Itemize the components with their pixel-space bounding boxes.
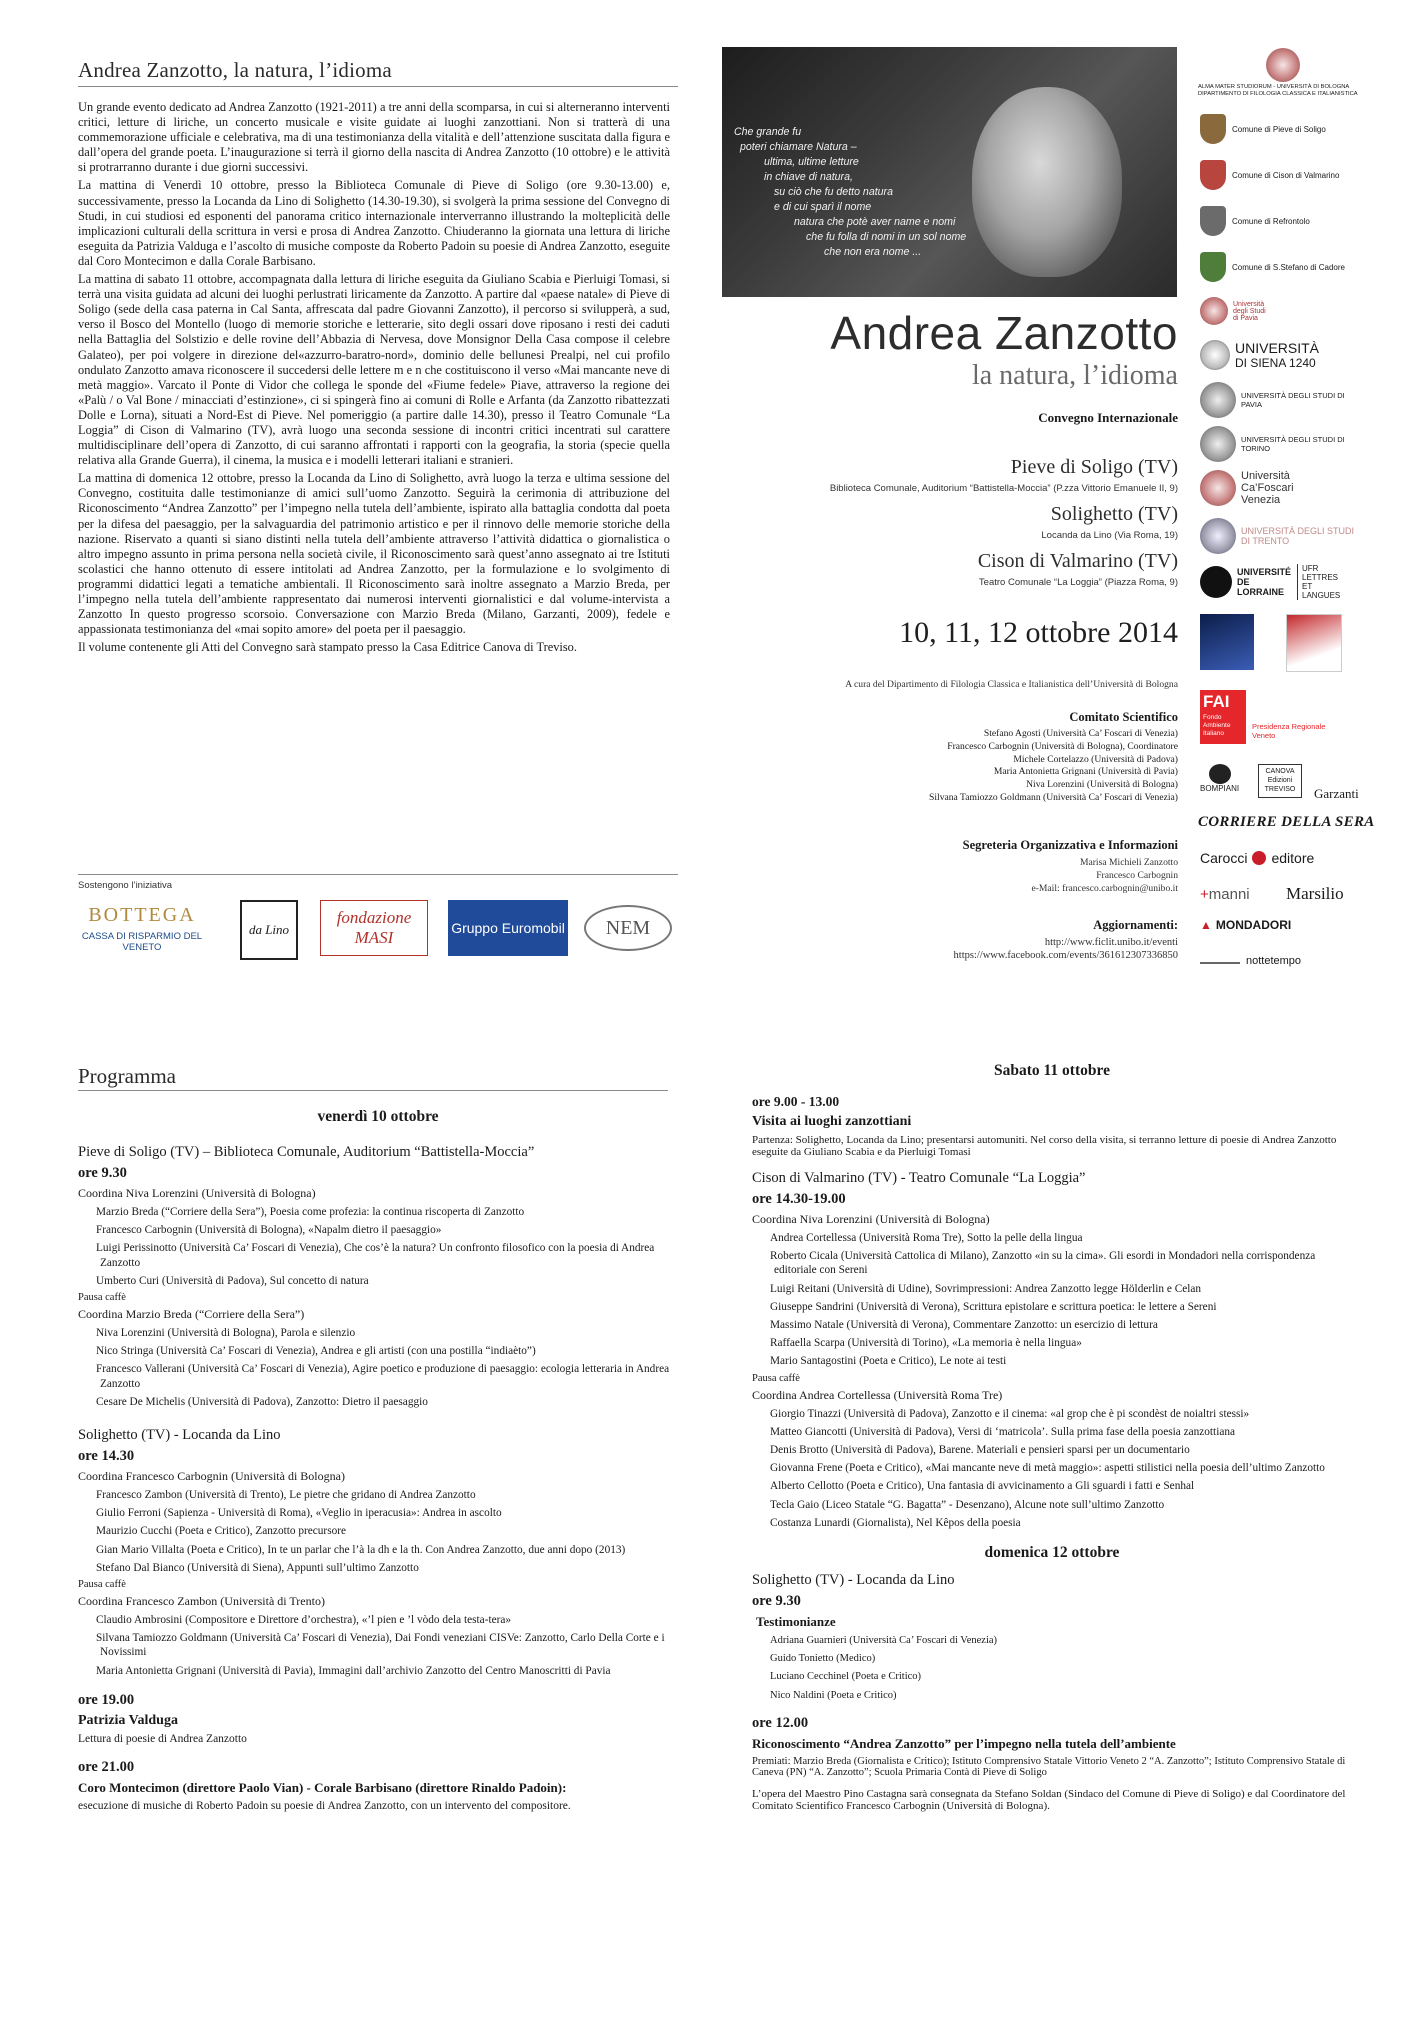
- segreteria-line: Francesco Carbognin: [1096, 870, 1178, 881]
- talk-item: Marzio Breda (“Corriere della Sera”), Poesia come profezia: la continua riscoperta di Zanzotto: [96, 1206, 525, 1218]
- venue-solighetto-address: Locanda da Lino (Via Roma, 19): [1041, 530, 1178, 541]
- intro-paragraph: Un grande evento dedicato ad Andrea Zanzotto (1921-2011) a tre anni della scomparsa, in cui si alterneranno interventi critici, letture di liriche, un concerto musicale e visite guidate ai luoghi zanzottiani. Non si tratterà di una commemorazione ufficiale e celebrativa, ma di una testimonianza della vitalità e dell’attenzione suscitata dalla figura e dall’opera del grande poeta. L’inaugurazione si terrà il giorno della nascita di Andrea Zanzotto (10 ottobre) e le attività si protrarranno durante i due giorni successivi.: [78, 100, 670, 175]
- venerdi-time-1: ore 9.30: [78, 1165, 127, 1181]
- talk-item: Giuseppe Sandrini (Università di Verona), Scrittura epistolare e scrittura poetica: le lettere a Sereni: [770, 1300, 1217, 1313]
- poem-line: Che grande fu: [734, 126, 802, 138]
- aggiornamenti-title: Aggiornamenti:: [1093, 918, 1178, 932]
- poem-line: in chiave di natura,: [764, 171, 853, 183]
- istituto-logo-red: [1286, 614, 1342, 672]
- logo-label: manni: [1208, 886, 1250, 903]
- talk-item: Nico Stringa (Università Ca’ Foscari di Venezia), Andrea e gli artisti (con una postilla “indiaèto”): [96, 1345, 536, 1358]
- opera-text: L’opera del Maestro Pino Castagna sarà consegnata da Stefano Soldan (Sindaco del Comune di Pieve di Soligo) e dal Coordinatore del Comitato Scientifico Francesco Carbognin (Università di Bologna).: [752, 1787, 1346, 1812]
- sabato-coord-1: Coordina Niva Lorenzini (Università di Bologna): [752, 1212, 990, 1226]
- sabato-time-2: ore 14.30-19.00: [752, 1191, 846, 1207]
- comune-refrontolo-logo: [1200, 206, 1310, 236]
- logo-label: nottetempo: [1246, 955, 1302, 967]
- portrait-face: [972, 87, 1122, 277]
- carocci-icon: [1252, 851, 1266, 865]
- testimone-item: Guido Tonietto (Medico): [770, 1653, 876, 1665]
- talk-item: Massimo Natale (Università di Verona), Commentare Zanzotto: un esercizio di lettura: [770, 1319, 1158, 1332]
- manni-mark: +: [1200, 886, 1209, 903]
- logo-label: Università degli Studi di Pavia: [1233, 300, 1266, 322]
- zanzotto-photo: [722, 47, 1177, 297]
- crest-icon: [1200, 206, 1226, 236]
- visita-event: Visita ai luoghi zanzottiani: [752, 1114, 912, 1129]
- venerdi-location-2: Solighetto (TV) - Locanda da Lino: [78, 1427, 281, 1444]
- a-cura-text: A cura del Dipartimento di Filologia Classica e Italianistica dell’Università di Bologna: [845, 679, 1178, 690]
- unito-logo: [1200, 426, 1360, 462]
- lorraine-logo: [1200, 564, 1350, 600]
- logo-label: Carocci: [1200, 850, 1248, 866]
- talk-item: Giulio Ferroni (Sapienza - Università di Roma), «Veglio in iperacusia»: Andrea in ascolto: [96, 1507, 502, 1520]
- intro-paragraph: Il volume contenente gli Atti del Convegno sarà stampato presso la Casa Editrice Canova di Treviso.: [78, 640, 577, 655]
- venerdi-time-4: ore 21.00: [78, 1758, 135, 1775]
- venerdi-coord-4: Coordina Francesco Zambon (Università di Trento): [78, 1594, 325, 1609]
- marsilio-logo: Marsilio: [1286, 884, 1344, 903]
- talk-item: Costanza Lunardi (Giornalista), Nel Kêpos della poesia: [770, 1516, 1021, 1529]
- unisi-line1: UNIVERSITÀ: [1235, 340, 1320, 356]
- seal-icon: [1200, 340, 1230, 370]
- logo-label: UNIVERSITÀ DEGLI STUDI DI TORINO: [1241, 435, 1345, 453]
- sponsor-label: Sostengono l’iniziativa: [78, 880, 173, 891]
- event-dates: 10, 11, 12 ottobre 2014: [899, 616, 1178, 649]
- unipv-logo: [1200, 382, 1360, 418]
- hero-title: Andrea Zanzotto: [830, 307, 1178, 359]
- unipv-small-logo: [1200, 297, 1270, 325]
- intro-title: Andrea Zanzotto, la natura, l’idioma: [78, 58, 392, 82]
- sponsor-nem-logo: NEM: [584, 905, 672, 951]
- poem-line: e di cui sparì il nome: [774, 201, 872, 213]
- poem-line: natura che potè aver name e nomi: [794, 216, 956, 228]
- segreteria-email: e-Mail: francesco.carbognin@unibo.it: [1031, 883, 1178, 894]
- pausa-caffe: Pausa caffè: [78, 1292, 126, 1304]
- talk-item: Francesco Vallerani (Università Ca’ Foscari di Venezia), Agire poetico e produzione di paesaggio: ecologia letteraria in Andrea Zanzotto: [96, 1363, 670, 1390]
- sabato-time-1: ore 9.00 - 13.00: [752, 1094, 840, 1109]
- domenica-heading: domenica 12 ottobre: [984, 1544, 1120, 1562]
- comitato-member: Michele Cortelazzo (Università di Padova): [1013, 753, 1178, 765]
- garzanti-logo: Garzanti: [1314, 786, 1359, 801]
- unibo-logo: [1198, 48, 1368, 98]
- ufr-text: UFR LETTRES ET LANGUES: [1297, 564, 1350, 600]
- seal-icon: [1200, 297, 1228, 325]
- segreteria-title: Segreteria Organizzativa e Informazioni: [962, 838, 1178, 852]
- istituto-logo-blue: [1200, 614, 1254, 670]
- talk-item: Silvana Tamiozzo Goldmann (Università Ca’ Foscari di Venezia), Dai Fondi veneziani CISVe: Zanzotto, Carlo Della Corte e i Novissimi: [96, 1632, 665, 1659]
- talk-item: Niva Lorenzini (Università di Bologna), Parola e silenzio: [96, 1327, 356, 1340]
- talk-item: Raffaella Scarpa (Università di Torino), «La memoria è nella lingua»: [770, 1337, 1082, 1350]
- carocci-logo: [1200, 850, 1314, 866]
- sabato-column: [752, 1062, 1352, 1816]
- venue-cison-address: Teatro Comunale “La Loggia” (Piazza Roma, 9): [978, 577, 1178, 588]
- poem-line: poteri chiamare Natura –: [740, 141, 857, 153]
- sponsor-euromobil-logo: Gruppo Euromobil: [448, 900, 568, 956]
- venue-pieve-address: Biblioteca Comunale, Auditorium “Battistella-Moccia” (P.zza Vittorio Emanuele II, 9): [829, 483, 1178, 494]
- riconoscimento-event: Riconoscimento “Andrea Zanzotto” per l’impegno nella tutela dell’ambiente: [752, 1735, 1176, 1751]
- programma-rule: [78, 1090, 668, 1091]
- venue-cison: Cison di Valmarino (TV): [977, 550, 1178, 572]
- talk-item: Denis Brotto (Università di Padova), Barene. Materiali e pensieri sparsi per un documentario: [770, 1444, 1190, 1457]
- comitato-member: Silvana Tamiozzo Goldmann (Università Ca’ Foscari di Venezia): [929, 791, 1178, 803]
- testimonianze-event: Testimonianze: [756, 1614, 836, 1630]
- intro-paragraph: La mattina di sabato 11 ottobre, accompagnata dalla lettura di liriche eseguita da Giuliano Scabia e Pierluigi Tomasi, si terrà una visita guidata ad alcuni dei luoghi perlustrati liricamente da Zanzotto. A partire dal «paese natale» di Pieve di Soligo (sede della casa paterna in Cal Santa, affrescata dal padre Giovanni Zanzotto), il percorso si svilupperà, a sud, verso il Bosco del Montello (luogo di memorie storiche e letterarie, sito degli ossari dove riposano i resti dei caduti nella Battaglia del Solstizio e delle rovine dell’Abbazia di Nervesa, dove Monsignor Della Casa compose il celebre Galateo), per poi volgere in direzione del«azzurro-baratro-nord», dominio delle bellunesi Prealpi, nel cui profilo ondulato Zanzotto amava riconoscere il succedersi delle lettere m e n che costituiscono il verso «Mai mancante neve di metà maggio». Varcato il Ponte di Vidor che collega le sponde del «Fiume fedele» Piave, attraverso la regione dei «Palù / o Val Bone / minacciati d’estinzione», ci si spingerà fino ai comuni di Rolle e Arfanta (da Zanzotto ribattezzati Dolle e Lorna), situati a Nord-Est di Pieve. Nel pomeriggio (a partire dalle 14.30), presso il Teatro Comunale “La Loggia” di Cison di Valmarino (TV), avrà luogo una seconda sessione di incontri critici incentrati sul carattere multidisciplinare dell’opera di Zanzotto, di cui saranno affrontati i rapporti con la geografia, la storia (specie quella relativa alla Grande Guerra), il cinema, la musica e i modelli letterari italiani e stranieri.: [78, 272, 670, 468]
- talk-item: Francesco Zambon (Università di Trento), Le pietre che gridano di Andrea Zanzotto: [96, 1489, 476, 1502]
- sponsor-dalino-logo: da Lino: [240, 900, 298, 960]
- intro-bottom-rule: [78, 874, 678, 875]
- logo-label: BOMPIANI: [1200, 784, 1240, 793]
- seal-icon: [1200, 382, 1236, 418]
- seal-icon: [1200, 518, 1236, 554]
- talk-item: Claudio Ambrosini (Compositore e Direttore d’orchestra), «’l pien e ’l vòdo dela testa-tera»: [96, 1614, 512, 1627]
- poem-overlay: [734, 125, 994, 260]
- venerdi-location-1: Pieve di Soligo (TV) – Biblioteca Comunale, Auditorium “Battistella-Moccia”: [78, 1144, 535, 1160]
- segreteria-line: Marisa Michieli Zanzotto: [1079, 857, 1178, 868]
- aggiornamenti-list: [760, 936, 1178, 962]
- comitato-member: Stefano Agosti (Università Ca’ Foscari di Venezia): [983, 728, 1178, 739]
- testimone-item: Nico Naldini (Poeta e Critico): [770, 1689, 897, 1701]
- venerdi-time-2: ore 14.30: [78, 1448, 135, 1465]
- nottetempo-logo: [1200, 954, 1301, 967]
- talk-item: Cesare De Michelis (Università di Padova), Zanzotto: Dietro il paesaggio: [96, 1395, 428, 1408]
- logo-label: UNIVERSITÀ DEGLI STUDI DI TRENTO: [1241, 526, 1355, 546]
- comune-label: Comune di Cison di Valmarino: [1232, 170, 1340, 180]
- unisi-logo: [1200, 340, 1319, 370]
- aggiornamenti-link[interactable]: https://www.facebook.com/events/361612307336850: [953, 950, 1178, 961]
- sabato-heading: Sabato 11 ottobre: [994, 1062, 1110, 1079]
- lorraine-icon: [1200, 566, 1232, 598]
- venerdi-time-3: ore 19.00: [78, 1691, 135, 1708]
- comune-label: Comune di Pieve di Soligo: [1232, 124, 1326, 134]
- talk-item: Roberto Cicala (Università Cattolica di Milano), Zanzotto «in su la cima». Gli esordi in Mondadori nella corrispondenza editoriale con Sereni: [770, 1250, 1316, 1277]
- intro-paragraph: La mattina di domenica 12 ottobre, presso la Locanda da Lino di Solighetto, avrà luogo la terza e ultima sessione del Convegno, costituita dalle testimonianze di amici sull’uomo Zanzotto. Seguirà la cerimonia di attribuzione del Riconoscimento “Andrea Zanzotto” per l’impegno nella tutela dell’ambiente, ispirato alla battaglia condotta dal poeta per la difesa del paesaggio, per la salvaguardia del patrimonio artistico e per il rinnovo delle memorie storiche della nazione. Riservato a quanti si siano distinti nella tutela dell’ambiente attraverso l’attività didattica o giornalistica o altro impegno assunto in prima persona nella società civile, il Riconoscimento sarà quest’anno assegnato ai tre Istituti scolastici che hanno ottenuto di essere intitolati ad Andrea Zanzotto, per la formulazione e lo svolgimento di programmi didattici legati a tematiche ambientali. Il Riconoscimento sarà inoltre assegnato a Marzio Breda, per l’impegno nella tutela dell’ambiente rappresentato dai numerosi interventi giornalistici e dal volume-intervista a Zanzotto In questo progresso scorsoio. Conversazione con Marzio Breda (Milano, Garzanti, 2009), fedele e appassionata testimonianza del «mai sopito amore» del poeta per il paesaggio.: [78, 471, 670, 637]
- lorraine-text: UNIVERSITÉ DE LORRAINE: [1237, 567, 1292, 597]
- comune-label: Comune di Refrontolo: [1232, 216, 1310, 226]
- crest-icon: [1200, 252, 1226, 282]
- talk-item: Gian Mario Villalta (Poeta e Critico), In te un parlar che l’à la dh e la th. Con Andrea Zanzotto, due anni dopo (2013): [96, 1543, 626, 1556]
- poem-line: su ciò che fu detto natura: [774, 186, 893, 198]
- hero-subtitle: la natura, l’idioma: [971, 360, 1178, 391]
- sabato-location-1: Cison di Valmarino (TV) - Teatro Comunale “La Loggia”: [752, 1170, 1086, 1186]
- testimone-item: Adriana Guarnieri (Università Ca’ Foscari di Venezia): [770, 1635, 998, 1647]
- programma-title: Programma: [78, 1064, 176, 1088]
- seal-icon: [1200, 470, 1236, 506]
- segreteria-list: [760, 856, 1178, 895]
- comitato-title: Comitato Scientifico: [1069, 710, 1178, 724]
- logo-label: UNIVERSITÀ DEGLI STUDI DI PAVIA: [1241, 391, 1345, 409]
- pausa-caffe: Pausa caffè: [78, 1579, 126, 1591]
- manni-logo: [1200, 886, 1250, 903]
- intro-rule: [78, 86, 678, 87]
- valduga-description: Lettura di poesie di Andrea Zanzotto: [78, 1732, 247, 1745]
- fai-logo: [1200, 690, 1246, 744]
- comitato-member: Niva Lorenzini (Università di Bologna): [1026, 779, 1178, 791]
- valduga-event: Patrizia Valduga: [78, 1712, 178, 1728]
- talk-item: Alberto Cellotto (Poeta e Critico), Una fantasia di avvicinamento a Gli sguardi i fatti e Senhal: [770, 1480, 1195, 1493]
- poem-line: che fu folla di nomi in un sol nome: [806, 231, 967, 243]
- sponsor-masi-logo: fondazione MASI: [320, 900, 428, 956]
- logo-label: Università Ca’Foscari Venezia: [1241, 470, 1294, 506]
- venerdi-coord-1: Coordina Niva Lorenzini (Università di Bologna): [78, 1186, 316, 1200]
- crest-icon: [1200, 114, 1226, 144]
- aggiornamenti-link[interactable]: http://www.ficlit.unibo.it/eventi: [1044, 937, 1178, 948]
- bompiani-logo: [1200, 764, 1239, 793]
- venue-pieve: Pieve di Soligo (TV): [1010, 456, 1178, 478]
- sabato-coord-2: Coordina Andrea Cortellessa (Università Roma Tre): [752, 1387, 1003, 1402]
- unisi-line2: DI SIENA 1240: [1235, 356, 1316, 370]
- concerto-description: esecuzione di musiche di Roberto Padoin su poesie di Andrea Zanzotto, con un intervento del compositore.: [78, 1799, 571, 1812]
- intro-paragraph: La mattina di Venerdì 10 ottobre, presso la Biblioteca Comunale di Pieve di Soligo (ore 9.30-13.00) e, successivamente, presso la Locanda da Lino di Solighetto (14.30-19.30), si svolgerà la prima sessione del Convegno di Studi, in cui studiosi ed esponenti del panorama critico internazionale interverranno illustrando la molteplicità delle implicazioni culturali della scrittura in versi e prosa di Andrea Zanzotto. Chiuderanno la giornata una lettura di liriche eseguita da Patrizia Valduga e l’ascolto di musiche composte da Roberto Padoin su poesie di Andrea Zanzotto, eseguite dal Coro Montecimon e dalla Corale Barbisano.: [78, 178, 670, 268]
- comitato-member: Francesco Carbognin (Università di Bologna), Coordinatore: [947, 740, 1178, 752]
- pausa-caffe: Pausa caffè: [752, 1372, 800, 1384]
- domenica-location-1: Solighetto (TV) - Locanda da Lino: [752, 1572, 955, 1589]
- logo-label: MONDADORI: [1215, 918, 1292, 932]
- sponsor-bottega-text: BOTTEGA: [88, 903, 196, 926]
- poem-line: ultima, ultime letture: [764, 156, 859, 168]
- talk-item: Giorgio Tinazzi (Università di Padova), Zanzotto e il cinema: «al grop che è pi scondèst de noialtri stessi»: [770, 1407, 1250, 1420]
- convegno-label: Convegno Internazionale: [1038, 410, 1178, 425]
- sponsor-bottega-logo: [78, 900, 206, 956]
- bompiani-icon: [1209, 764, 1231, 784]
- comune-cadore-logo: [1200, 252, 1345, 282]
- unibo-text: ALMA MATER STUDIORUM - UNIVERSITÀ DI BOLOGNA DIPARTIMENTO DI FILOLOGIA CLASSICA E ITALIANISTICA: [1198, 84, 1358, 97]
- unitn-logo: [1200, 518, 1360, 554]
- crest-icon: [1200, 160, 1226, 190]
- talk-item: Tecla Gaio (Liceo Statale “G. Bagatta” - Desenzano), Alcune note sull’ultimo Zanzotto: [770, 1498, 1165, 1511]
- testimone-item: Luciano Cecchinel (Poeta e Critico): [770, 1671, 922, 1683]
- domenica-time-1: ore 9.30: [752, 1593, 801, 1610]
- talk-item: Giovanna Frene (Poeta e Critico), «Mai mancante neve di metà maggio»: aspetti stilistici nella poesia dell’ultimo Zanzotto: [770, 1462, 1325, 1475]
- fai-text: FAI: [1203, 692, 1230, 711]
- talk-item: Maurizio Cucchi (Poeta e Critico), Zanzotto precursore: [96, 1525, 347, 1538]
- talk-item: Maria Antonietta Grignani (Università di Pavia), Immagini dall’archivio Zanzotto del Centro Manoscritti di Pavia: [96, 1664, 611, 1677]
- mondadori-logo: [1200, 918, 1291, 932]
- venerdi-coord-3: Coordina Francesco Carbognin (Università di Bologna): [78, 1469, 345, 1484]
- comune-label: Comune di S.Stefano di Cadore: [1232, 262, 1345, 272]
- nottetempo-icon: [1200, 954, 1240, 964]
- canova-logo: CANOVA Edizioni TREVISO: [1258, 764, 1302, 798]
- concerto-event: Coro Montecimon (direttore Paolo Vian) - Corale Barbisano (direttore Rinaldo Padoin):: [78, 1779, 567, 1795]
- poem-line: che non era nome ...: [824, 246, 922, 258]
- fai-veneto-text: Presidenza Regionale Veneto: [1252, 722, 1326, 740]
- fai-sub-text: Fondo Ambiente Italiano: [1203, 714, 1231, 737]
- comitato-member: Maria Antonietta Grignani (Università di Pavia): [993, 766, 1178, 778]
- seal-icon: [1200, 426, 1236, 462]
- talk-item: Luigi Perissinotto (Università Ca’ Foscari di Venezia), Che cos’è la natura? Un confronto filosofico con la poesia di Andrea Zanzotto: [96, 1242, 655, 1269]
- talk-item: Andrea Cortellessa (Università Roma Tre), Sotto la pelle della lingua: [770, 1232, 1083, 1244]
- domenica-time-2: ore 12.00: [752, 1714, 809, 1731]
- talk-item: Umberto Curi (Università di Padova), Sul concetto di natura: [96, 1274, 369, 1287]
- venerdi-heading: venerdì 10 ottobre: [317, 1108, 439, 1125]
- visita-description: Partenza: Solighetto, Locanda da Lino; presentarsi automuniti. Nel corso della visita, si terranno letture di poesie di Andrea Zanzotto eseguite da Giuliano Scabia e da Pierluigi Tomasi: [752, 1134, 1337, 1158]
- venerdi-column: [78, 1108, 678, 1816]
- mondadori-icon: ▲: [1200, 918, 1212, 932]
- sponsor-cassa-text: CASSA DI RISPARMIO DEL VENETO: [81, 930, 203, 953]
- comune-cison-logo: [1200, 160, 1339, 190]
- talk-item: Mario Santagostini (Poeta e Critico), Le note ai testi: [770, 1355, 1007, 1368]
- cafoscari-logo: [1200, 470, 1310, 506]
- venue-solighetto: Solighetto (TV): [1050, 503, 1178, 525]
- talk-item: Luigi Reitani (Università di Udine), Sovrimpressioni: Andrea Zanzotto legge Hölderlin e Celan: [770, 1282, 1202, 1295]
- comune-pieve-logo: [1200, 114, 1326, 144]
- venerdi-coord-2: Coordina Marzio Breda (“Corriere della Sera”): [78, 1307, 305, 1322]
- talk-item: Francesco Carbognin (Università di Bologna), «Napalm dietro il paesaggio»: [96, 1224, 442, 1237]
- logo-label: editore: [1271, 850, 1315, 866]
- talk-item: Stefano Dal Bianco (Università di Siena), Appunti sull’ultimo Zanzotto: [96, 1561, 419, 1574]
- intro-text: [78, 100, 670, 658]
- unibo-seal-icon: [1266, 48, 1300, 82]
- corriere-logo: CORRIERE DELLA SERA: [1198, 814, 1375, 830]
- talk-item: Matteo Giancotti (Università di Padova), Versi di ‘matricola’. Sulla prima fase della poesia zanzottiana: [770, 1425, 1236, 1438]
- comitato-list: [760, 728, 1178, 805]
- premiati-text: Premiati: Marzio Breda (Giornalista e Critico); Istituto Comprensivo Statale Vittorio Veneto 2 “A. Zanzotto”; Istituto Comprensivo Statale di Caneva (PN) “A. Zanzotto”; Scuola Primaria Contà di Pieve di Soligo: [752, 1755, 1346, 1778]
